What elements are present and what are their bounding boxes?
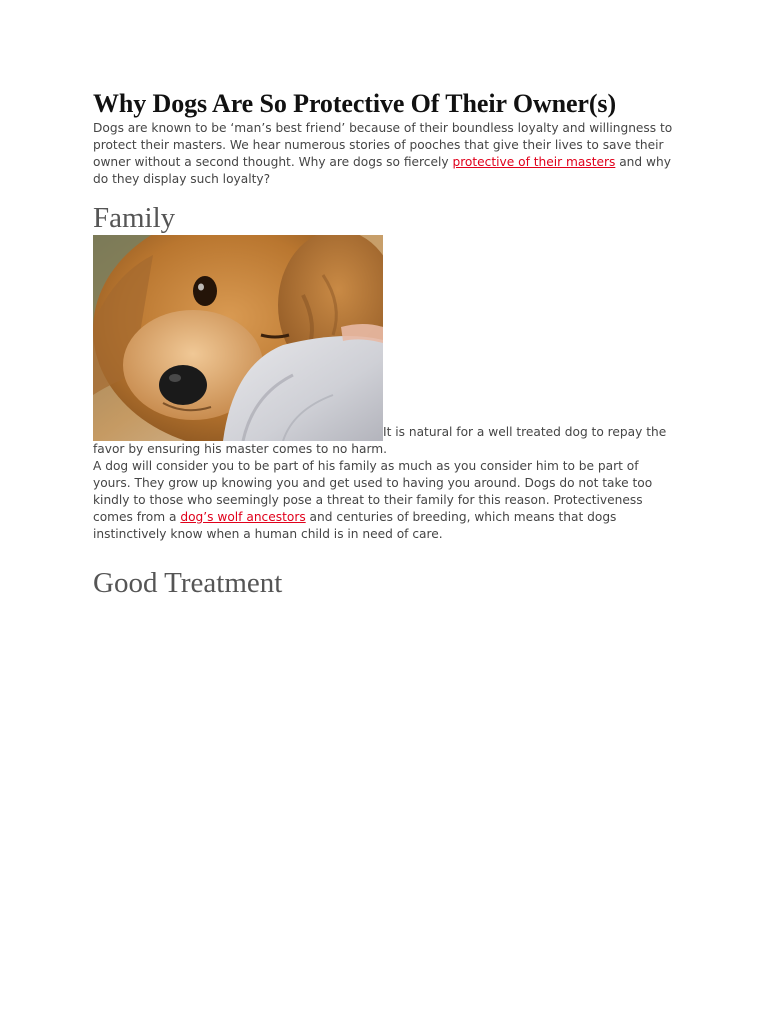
- intro-text-start: Dogs are known to be ‘man’s best friend’ because of their boundless loyalty and willingness to protect their masters. We hear numerous stories of pooches that give their lives to save their owner without a second thought. Why are dogs so fiercely: [93, 121, 673, 169]
- document-page: [93, 88, 678, 600]
- family-text-end: and centuries of breeding, which means that dogs instinctively know when a human child is in need of care.: [93, 510, 617, 541]
- wolf-ancestors-link[interactable]: dog’s wolf ancestors: [180, 510, 306, 524]
- section-heading-good-treatment: Good Treatment: [93, 567, 283, 599]
- image-caption: It is natural for a well treated dog to repay the favor by ensuring his master comes to no harm.: [93, 425, 667, 456]
- protective-link[interactable]: protective of their masters: [452, 155, 616, 169]
- page-title: Why Dogs Are So Protective Of Their Owner(s): [93, 89, 617, 118]
- intro-paragraph: [93, 120, 678, 188]
- dog-photo: [93, 235, 383, 441]
- intro-text-end: and why do they display such loyalty?: [93, 155, 671, 186]
- family-paragraph: [93, 458, 678, 543]
- section-heading-family: Family: [93, 202, 176, 234]
- family-image-paragraph: [93, 235, 678, 458]
- family-text-start: A dog will consider you to be part of his family as much as you consider him to be part of yours. They grow up knowing you and get used to having you around. Dogs do not take too kindly to those who seemingly pose a threat to their family for this reason. Protectiveness comes from a: [93, 459, 653, 524]
